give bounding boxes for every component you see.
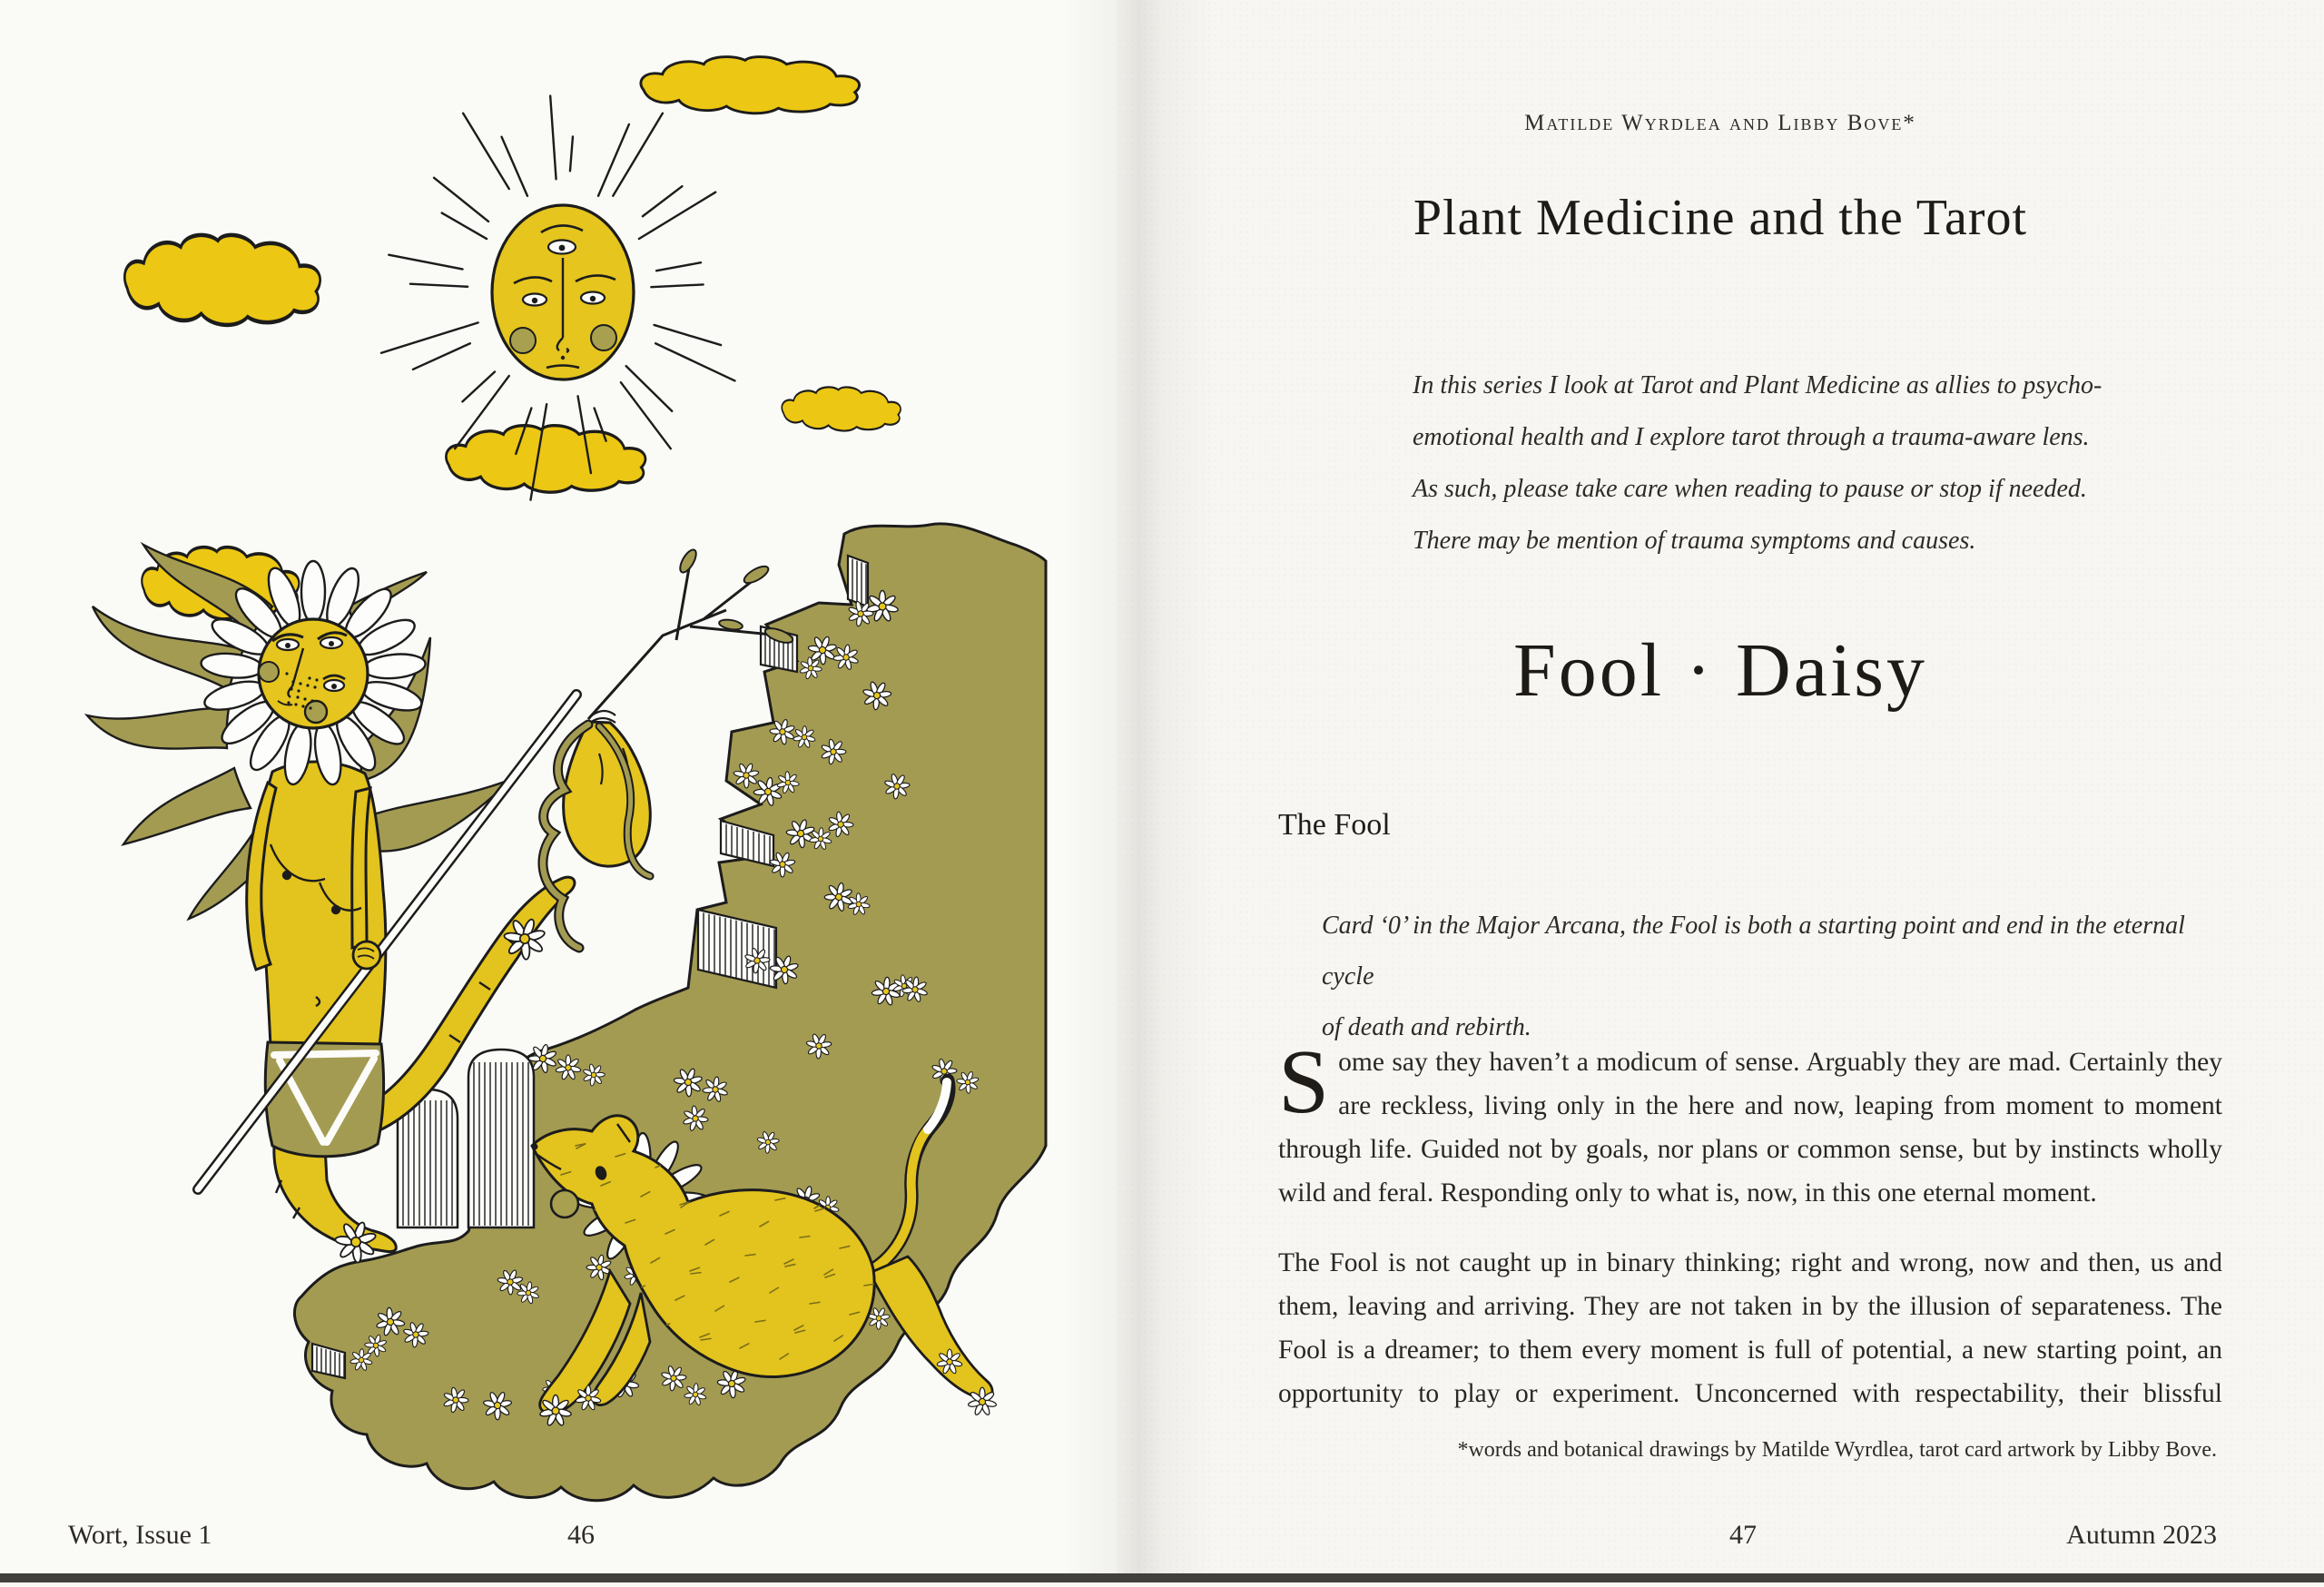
bottom-edge-strip (0, 1573, 2324, 1582)
body-copy (1278, 1030, 2222, 1415)
card-description: Card ‘0’ in the Major Arcana, the Fool is both a starting point and end in the eternal cycle of death and rebirth. (1322, 912, 2185, 1041)
card-title: Fool · Daisy (1513, 628, 1927, 713)
page-number-right: 47 (1729, 1520, 1757, 1550)
section-heading: The Fool (1278, 808, 1391, 842)
byline: Matilde Wyrdlea and Libby Bove* (1524, 111, 1916, 135)
right-page (1117, 0, 2324, 1582)
daisy-head-face (259, 619, 368, 728)
footer-season: Autumn 2023 (2066, 1520, 2217, 1550)
drop-cap: S (1278, 1030, 1330, 1132)
paragraph-2: The Fool is not caught up in binary thinking; right and wrong, now and then, us and them, leaving and arriving. They are not taken in by the illusion of separateness. The Fool is a dreamer; to them every moment is full of potential, a new starting point, an opportunity to play or experiment. Unconcerned with respectability, their blissful (1278, 1248, 2222, 1408)
page-number-left: 46 (567, 1520, 595, 1550)
footer-publication: Wort, Issue 1 (68, 1520, 212, 1550)
fool-daisy-illustration (0, 0, 1117, 1582)
paragraph-1 (1278, 1030, 2222, 1215)
bindle-bag (564, 722, 651, 866)
paragraph-1-text: ome say they haven’t a modicum of sense. Arguably they are mad. Certainly they are reckless, living only in the here and now, leaping from moment to moment through life. Guided not by goals, nor plans or common sense, but by instincts wholly wild and feral. Responding only to what is, now, in this one eternal moment. (1278, 1048, 2222, 1208)
series-intro: In this series I look at Tarot and Plant Medicine as allies to psycho- emotional health and I explore tarot through a trauma-aware lens. As such, please take care when reading to pause or stop if needed. There may be mention of trauma symptoms and causes. (1413, 371, 2102, 555)
article-title: Plant Medicine and the Tarot (1413, 190, 2028, 246)
footnote: *words and botanical drawings by Matilde Wyrdlea, tarot card artwork by Libby Bove. (1457, 1438, 2217, 1462)
left-page (0, 0, 1117, 1582)
